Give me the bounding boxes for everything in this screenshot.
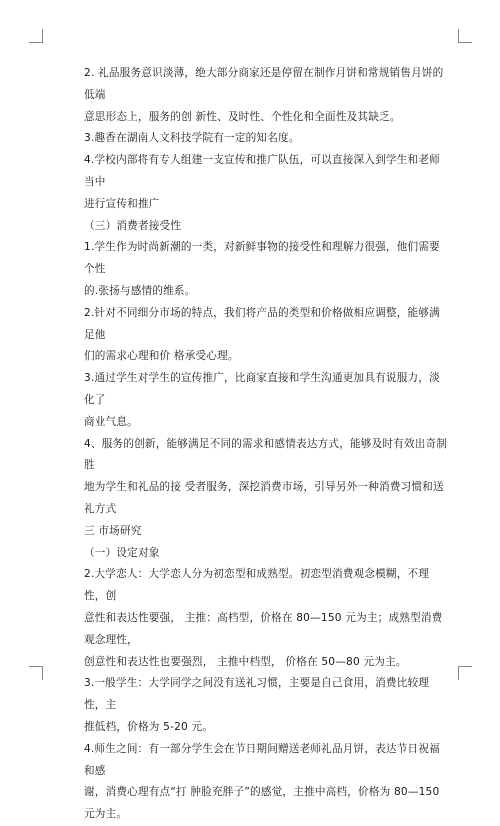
paragraph: 4、服务的创新，能够满足不同的需求和感情表达方式，能够及时有效出奇制胜 地为学生和礼品的接 受者服务，深挖消费市场，引导另外一种消费习惯和送礼方式 (84, 437, 448, 515)
paragraph: 3.一般学生：大学同学之间没有送礼习惯，主要是自己食用，消费比较理性，主 推低档，价格为 5-20 元。 (84, 677, 430, 733)
paragraph: 4.师生之间：有一部分学生会在节日期间赠送老师礼品月饼，表达节日祝福和感 谢，消费心理有点“打 肿脸充胖子”的感觉，主推中高档，价格为 80—150 元为主。 (84, 742, 440, 821)
paragraph: 2.针对不同细分市场的特点，我们将产品的类型和价格做相应调整，能够满足他 们的需求心理和价 格承受心理。 (84, 306, 440, 363)
crop-mark-bottom-right (458, 666, 472, 680)
paragraph: 4.学校内部将有专人组建一支宣传和推广队伍，可以直接深入到学生和老师当中 进行宣传和推广 (84, 154, 440, 210)
section-subheading: （一）设定对象 (84, 546, 160, 559)
paragraph: 2. 礼品服务意识淡薄，绝大部分商家还是停留在制作月饼和常规销售月饼的低端 意思形态上，服务的创 新性、及时性、个性化和全面性及其缺乏。 (84, 67, 444, 123)
paragraph: 2.大学恋人：大学恋人分为初恋型和成熟型。初恋型消费观念模糊，不理性，创 意性和表达性要强， 主推：高档型，价格在 80—150 元为主；成熟型消费观念理性， 创意性和表达性也要强烈， 主推中档型， 价格在 50—80 元为主。 (84, 568, 443, 668)
crop-mark-top-right (458, 29, 472, 43)
section-subheading: （三）消费者接受性 (84, 219, 182, 232)
paragraph: 3.趣香在湖南人文科技学院有一定的知名度。 (84, 132, 300, 145)
document-body (62, 63, 450, 826)
paragraph: 1.学生作为时尚新潮的一类，对新鲜事物的接受性和理解力很强，他们需要个性 的.张扬与感情的维系。 (84, 241, 440, 297)
crop-mark-bottom-left (29, 666, 43, 680)
paragraph: 3.通过学生对学生的宣传推广，比商家直接和学生沟通更加具有说服力，淡化了 商业气息。 (84, 372, 440, 428)
section-heading: 三 市场研究 (84, 524, 142, 537)
crop-mark-top-left (29, 29, 43, 43)
